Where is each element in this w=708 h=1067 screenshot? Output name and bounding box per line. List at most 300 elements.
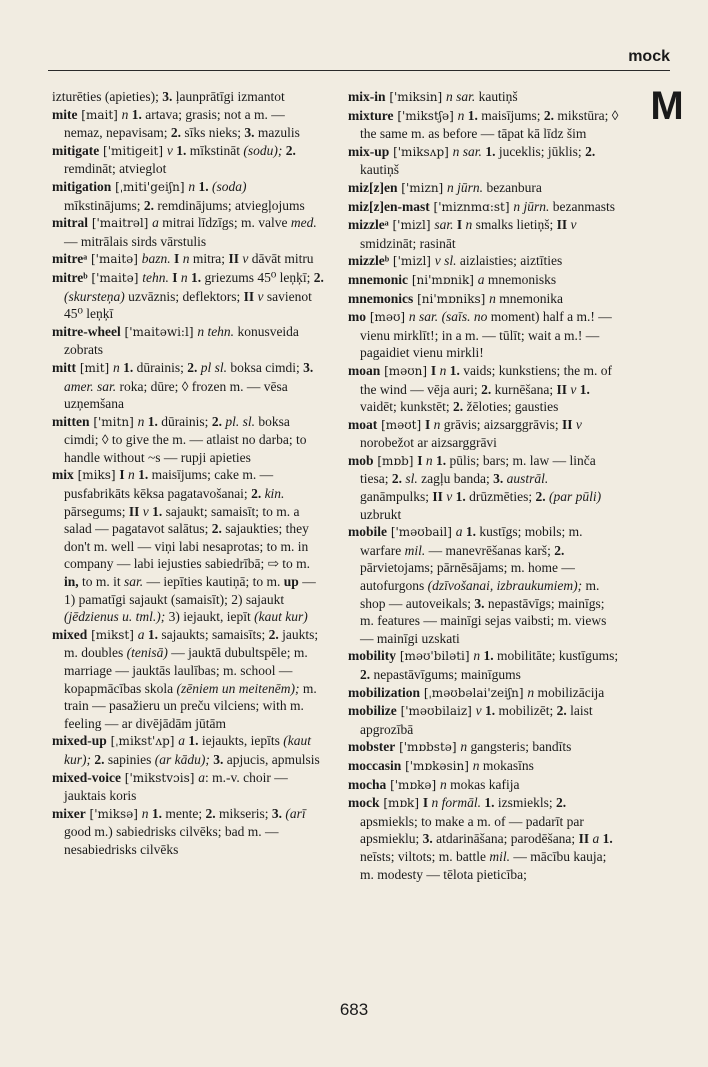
entry-text: up <box>283 574 299 590</box>
pronunciation: [ni'mɒniks] <box>413 291 490 306</box>
entry-text: mīkstinājums; <box>64 197 144 213</box>
headword: mite <box>52 106 78 122</box>
entry-text: I <box>456 217 463 233</box>
entry-text: — jauktā dubultspēle; m. marriage — jauktās laulības; m. school — kopapmācības skola <box>64 645 308 696</box>
pronunciation: ['mɒbstə] <box>395 740 461 755</box>
entry-text: kustīgs; mobils; m. warfare <box>360 524 583 558</box>
dictionary-entry <box>348 702 620 738</box>
entry-text: 1. <box>484 795 495 811</box>
headword: mitigate <box>52 142 100 158</box>
pronunciation: ['mizn] <box>397 180 448 195</box>
entry-text: 2. <box>187 359 198 375</box>
entry-text: n sar. <box>408 309 439 325</box>
entry-text: 1. <box>602 831 613 847</box>
entry-text: a <box>198 769 205 785</box>
entry-text: 2. <box>285 142 296 158</box>
entry-text: n <box>121 106 129 122</box>
entry-text: moment) half a m.! — vienu mirklīt!; in a m. — tūlīt; wait a m.! — pagaidiet vienu mirkli! <box>360 309 612 361</box>
entry-text: kin. <box>264 486 285 502</box>
pronunciation: ['mitn] <box>89 414 138 429</box>
headword: mock <box>348 795 380 811</box>
entry-text: austrāl. <box>506 471 549 487</box>
entry-text: 3. <box>422 831 433 847</box>
entry-text: n <box>439 776 447 792</box>
entry-text: 3. <box>244 125 255 141</box>
entry-text: n <box>489 290 496 306</box>
dictionary-entry <box>52 732 324 768</box>
entry-text: 2. <box>360 667 371 682</box>
pronunciation: ['mɒkəsin] <box>401 758 473 773</box>
entry-text: nepastāvīgums; mainīgums <box>370 667 521 682</box>
entry-text: maisījums; cake m. — pusfabrikāts kēksa pagatavošanai; <box>64 467 274 502</box>
headword: mizzleᵃ <box>348 217 389 233</box>
pronunciation: ['məʊbilaiz] <box>396 704 476 719</box>
headword: mnemonic <box>348 271 408 287</box>
entry-text: n <box>425 452 433 468</box>
entry-text: (arī <box>285 805 306 821</box>
headword: mitral <box>52 215 88 231</box>
entry-text: kautiņš <box>360 162 399 178</box>
entry-text: mnemonisks <box>484 271 557 287</box>
entry-text: to m. it <box>78 574 125 590</box>
entry-text: bazn. <box>141 251 171 267</box>
pronunciation: ['maitə] <box>87 270 143 285</box>
pronunciation: [ˌmikst'ʌp] <box>106 734 179 749</box>
entry-text: II <box>561 416 573 432</box>
entry-text: 1. <box>485 143 496 159</box>
entry-text: (soda) <box>211 178 247 194</box>
headword: mitten <box>52 413 90 429</box>
dictionary-entry <box>52 805 324 859</box>
entry-text: 1. <box>198 178 209 194</box>
entry-text: pārsegums; <box>64 503 129 519</box>
entry-text: žēloties; gausties <box>463 399 559 415</box>
dictionary-entry <box>52 88 324 106</box>
entry-text: med. <box>290 215 317 231</box>
entry-text: a <box>137 626 145 642</box>
entry-text: iejaukts, iepīts <box>198 733 284 749</box>
entry-text: sajaukties; they don't m. well — viņi labi nesaprotas; to m. in company — labi iejusties sabiedrībā; ⇨ to m. <box>64 521 311 572</box>
headword: mo <box>348 309 366 325</box>
headword: mizzleᵇ <box>348 253 390 269</box>
dictionary-entry <box>52 269 324 323</box>
entry-text: — iepīties kautiņā; to m. <box>143 574 284 590</box>
pronunciation: ['mitigeit] <box>99 143 167 158</box>
dictionary-entry <box>348 252 620 271</box>
entry-text: n <box>527 684 535 700</box>
headword: mob <box>348 452 374 468</box>
entry-text: laist apgrozībā <box>360 703 593 737</box>
entry-text: (sodu); <box>243 142 283 158</box>
entry-text: 2. <box>391 471 402 487</box>
entry-text: II <box>128 503 140 519</box>
entry-text: smidzināt; rasināt <box>360 235 456 251</box>
entry-text: savienot 45⁰ leņķī <box>64 288 312 322</box>
entry-text: 2. <box>94 751 105 767</box>
dictionary-entry <box>52 413 324 467</box>
entry-text: (dzīvošanai, izbraukumiem); <box>427 578 583 594</box>
entry-text: I <box>422 795 429 811</box>
headword: mitt <box>52 359 76 375</box>
entry-text: II <box>578 831 590 847</box>
entry-text: 1. <box>455 489 466 505</box>
entry-text: 2. <box>313 269 324 285</box>
dictionary-entry <box>52 214 324 250</box>
entry-text: sl. <box>405 471 418 487</box>
entry-text: mitra; <box>189 251 229 267</box>
entry-text: (zēniem un meitenēm); <box>176 680 300 696</box>
entry-text: zagļu banda; <box>417 471 494 487</box>
entry-text: juceklis; jūklis; <box>495 143 586 159</box>
entry-text: I <box>417 452 423 468</box>
dictionary-entry <box>348 362 620 416</box>
pronunciation: [ˌməʊbəlai'zeiʃn] <box>420 685 528 700</box>
dictionary-entry <box>348 179 620 198</box>
entry-text: II <box>243 288 255 304</box>
entry-text: — 1) pamatīgi sajaukt (samaisīt); 2) sajaukt <box>64 574 316 607</box>
running-head: mock <box>628 48 670 65</box>
headword: mnemonics <box>348 290 414 306</box>
dictionary-entry <box>52 466 324 625</box>
dictionary-entry <box>348 198 620 217</box>
pronunciation: ['mikstʃə] <box>393 108 458 123</box>
entry-text: dāvāt mitru <box>248 251 314 267</box>
headword: moan <box>348 362 381 378</box>
headword: mix <box>52 467 74 483</box>
entry-text: 1. <box>131 106 142 122</box>
entry-text: n <box>182 251 190 267</box>
dictionary-entry <box>348 647 620 683</box>
entry-text: I <box>425 416 431 432</box>
entry-text: n tehn. <box>197 323 235 339</box>
entry-text: 1. <box>190 269 202 285</box>
dictionary-entry <box>348 523 620 647</box>
entry-text: n <box>473 648 481 664</box>
entry-text: izturēties (apieties); <box>52 89 163 104</box>
entry-text: boksa cimdi; ◊ to give the m. — atlaist no darba; to handle without ~s — rupji apieties <box>64 413 307 465</box>
entry-text: : m.-v. choir — jauktais koris <box>64 769 288 804</box>
entry-text: n <box>188 178 196 194</box>
headword: mixed-up <box>52 733 107 749</box>
entry-text: m. train — pasažieru un preču vilciens; with m. feeling — ar divējādām jūtām <box>64 680 317 731</box>
entry-text: grāvis; aizsarggrāvis; <box>440 416 562 432</box>
entry-text: 2. <box>585 143 596 159</box>
entry-text: II <box>228 251 239 267</box>
dictionary-entry <box>348 88 620 107</box>
entry-text: 2. <box>535 489 546 505</box>
entry-text: 1. <box>151 805 163 821</box>
entry-text: v <box>142 503 149 519</box>
dictionary-entry <box>348 143 620 179</box>
entry-text: gangsteris; bandīts <box>467 739 572 755</box>
dictionary-entry <box>52 250 324 269</box>
entry-text: pl sl. <box>200 359 228 375</box>
dictionary-entry <box>348 738 620 757</box>
headword: mix-in <box>348 89 386 104</box>
pronunciation: ['miksə] <box>85 806 142 821</box>
entry-text: — mitrālais sirds vārstulis <box>64 233 207 249</box>
entry-text: II <box>556 217 568 233</box>
entry-text: pārvietojams; pārnēsājams; m. home — autofurgons <box>360 560 575 594</box>
dictionary-entry <box>348 271 620 290</box>
entry-text: mil. <box>489 848 511 864</box>
entry-text: (ar kādu); <box>154 751 210 767</box>
entry-text: norobežot ar aizsarggrāvi <box>360 435 497 451</box>
dictionary-entry <box>348 776 620 795</box>
pronunciation: [miks] <box>73 468 120 483</box>
entry-text: 2. <box>556 703 567 719</box>
headword: mobster <box>348 739 396 755</box>
entry-text: a <box>178 733 186 749</box>
entry-text: (kaut kur) <box>254 609 308 625</box>
entry-text: (jēdzienus u. tml.); <box>64 609 166 625</box>
entry-text: 3. <box>271 805 283 821</box>
dictionary-entry <box>348 684 620 703</box>
entry-text: 3. <box>213 751 224 767</box>
entry-text: pūlis; bars; m. law — linča tiesa; <box>360 452 596 487</box>
entry-text: v <box>475 703 482 719</box>
pronunciation: [mikst] <box>87 627 138 642</box>
entry-text: mente; <box>162 805 206 821</box>
header-rule <box>48 70 670 71</box>
entry-text: a <box>152 215 159 231</box>
entry-text: mil. <box>404 542 426 558</box>
entry-text: 3. <box>303 359 314 375</box>
entry-text: dūrainis; <box>133 359 188 375</box>
entry-text: mobilizēt; <box>495 703 557 719</box>
headword: mobile <box>348 524 387 540</box>
dictionary-entry <box>52 359 324 413</box>
pronunciation: ['mɒkə] <box>386 777 440 792</box>
headword: moat <box>348 416 378 432</box>
entry-text: 1. <box>138 467 149 483</box>
entry-text: 2. <box>543 107 555 123</box>
entry-text: vaids; kunkstiens; the m. of the wind — vēja auri; <box>360 362 613 397</box>
entry-text: n <box>128 467 135 483</box>
entry-text: n sar. <box>446 89 476 104</box>
entry-text: 2. <box>554 542 565 558</box>
pronunciation: [məʊ] <box>366 310 409 325</box>
entry-text: 1. <box>152 503 163 519</box>
entry-text: 1. <box>147 413 158 429</box>
page-number: 683 <box>339 1000 369 1019</box>
pronunciation: ['miznmɑ:st] <box>429 199 514 214</box>
entry-text: apjucis, apmulsis <box>223 751 320 767</box>
entry-text: 1. <box>449 362 460 378</box>
right-column <box>348 88 620 883</box>
headword: mitreᵇ <box>52 269 88 285</box>
entry-text: sar. <box>124 574 144 590</box>
dictionary-entry <box>348 107 620 143</box>
headword: mixer <box>52 805 86 821</box>
entry-text: (saīs. no <box>441 309 488 325</box>
entry-text: sapinies <box>104 751 155 767</box>
headword: mixed <box>52 626 88 642</box>
entry-text: II <box>432 489 443 505</box>
entry-text: 1. <box>436 452 447 468</box>
entry-text: 2. <box>211 413 222 429</box>
entry-text: 1. <box>483 648 494 664</box>
headword: mixture <box>348 107 394 123</box>
entry-text: mobilitāte; kustīgums; <box>493 648 619 664</box>
entry-text: 2. <box>170 125 181 141</box>
entry-text: n <box>113 359 120 375</box>
dictionary-entry <box>348 757 620 776</box>
entry-text: artava; grasis; not a m. — nemaz, nepavisam; <box>64 106 285 141</box>
headword: mocha <box>348 776 387 792</box>
entry-text: a <box>477 271 485 287</box>
entry-text: drūzmēties; <box>465 489 536 505</box>
letter-tab: M <box>650 84 684 128</box>
entry-text: mikseris; <box>215 805 272 821</box>
entry-text: vaidēt; kunkstēt; <box>360 399 453 415</box>
entry-text: a <box>592 831 600 847</box>
headword: mixed-voice <box>52 769 121 785</box>
entry-text: uzvāznis; deflektors; <box>124 288 244 304</box>
entry-text: uzbrukt <box>360 506 402 522</box>
entry-text: jaukts; m. doubles <box>64 626 319 661</box>
entry-text: 3. <box>493 471 504 487</box>
entry-text: mokasīns <box>479 757 534 773</box>
entry-text: roka; dūre; ◊ frozen m. — vēsa uzņemšana <box>64 378 288 412</box>
entry-text: v <box>166 142 173 158</box>
dictionary-entry <box>52 323 324 359</box>
entry-text: 3. <box>162 89 173 104</box>
entry-text: (par pūli) <box>549 489 602 505</box>
entry-text: 3) iejaukt, iepīt <box>165 609 255 625</box>
entry-text: 2. <box>211 521 222 537</box>
pronunciation: ['maitəwi:l] <box>120 324 198 339</box>
entry-text: a <box>455 524 463 540</box>
dictionary-entry <box>52 106 324 142</box>
entry-text: 2. <box>481 381 492 397</box>
pronunciation: ['miksin] <box>385 90 447 104</box>
entry-text: (skursteņa) <box>64 288 125 304</box>
entry-text: n formāl. <box>431 795 481 811</box>
entry-text: I <box>174 251 180 267</box>
entry-text: mitrai līdzīgs; m. valve <box>158 215 291 231</box>
entry-text: 3. <box>474 595 485 611</box>
entry-text: 2. <box>555 795 567 811</box>
dictionary-entry <box>348 794 620 883</box>
entry-text: v <box>257 288 264 304</box>
dictionary-entry <box>348 216 620 252</box>
entry-text: in, <box>64 574 79 590</box>
dictionary-entry <box>348 452 620 523</box>
pronunciation: [ˌmiti'geiʃn] <box>111 179 189 194</box>
entry-text: mazulis <box>254 125 300 141</box>
headword: mobilize <box>348 703 397 719</box>
entry-text: n <box>460 739 468 755</box>
entry-text: n <box>141 805 149 821</box>
entry-text: v sl. <box>434 253 457 269</box>
entry-text: smalks lietiņš; <box>472 217 557 233</box>
entry-text: m. shop — autoveikals; <box>360 578 600 611</box>
headword: mitreᵃ <box>52 251 88 267</box>
entry-text: n sar. <box>452 143 482 159</box>
pronunciation: [məʊ'biləti] <box>396 649 474 664</box>
entry-text: pl. sl. <box>225 413 255 429</box>
entry-text: n <box>137 413 145 429</box>
pronunciation: [mɒk] <box>379 796 423 811</box>
entry-text: griezums 45⁰ leņķī; <box>201 269 314 285</box>
entry-text: 2. <box>143 197 155 213</box>
entry-text: n <box>472 757 480 773</box>
headword: mobilization <box>348 684 421 700</box>
headword: mobility <box>348 648 397 664</box>
dictionary-entry <box>348 290 620 309</box>
entry-text: n <box>180 269 188 285</box>
headword: miz[z]en-mast <box>348 198 430 214</box>
entry-text: ganāmpulks; <box>360 489 433 505</box>
entry-text: sīks nieks; <box>180 125 245 141</box>
entry-text: 1. <box>579 381 590 397</box>
entry-text: v <box>575 416 582 432</box>
dictionary-entry <box>52 626 324 733</box>
entry-text: — manevrēšanas karš; <box>425 542 555 558</box>
entry-text: amer. sar. <box>64 378 117 394</box>
entry-text: good m.) sabiedrisks cilvēks; bad m. — nesabiedrisks cilvēks <box>64 824 279 857</box>
entry-text: nepastāvīgs; mainīgs; m. features — mainīgi sejas vaibsti; m. views — mainīgi uzskati <box>360 595 607 646</box>
dictionary-entry <box>52 142 324 178</box>
pronunciation: [mit] <box>76 360 114 375</box>
pronunciation: [mait] <box>77 107 122 122</box>
pronunciation: [məʊn] <box>380 363 431 378</box>
entry-text: v <box>242 251 249 267</box>
pronunciation: ['maitə] <box>87 252 142 267</box>
pronunciation: ['mizl] <box>388 218 435 233</box>
left-column <box>52 88 324 859</box>
headword: mix-up <box>348 143 390 159</box>
pronunciation: ['maitrəl] <box>88 216 153 231</box>
entry-text: remdinājums; atviegļojums <box>154 197 305 213</box>
entry-text: n <box>433 416 441 432</box>
entry-text: atdarināšana; parodēšana; <box>432 831 579 847</box>
entry-text: konusveida zobrats <box>64 323 299 358</box>
entry-text: 1. <box>176 142 187 158</box>
entry-text: mikstūra; ◊ the same m. as before — tāpat kā līdz šim <box>360 107 619 142</box>
entry-text: bezanmasts <box>549 198 615 214</box>
pronunciation: [ni'mɒnik] <box>408 272 478 287</box>
entry-text: 2. <box>268 626 279 642</box>
pronunciation: [məʊt] <box>377 417 425 432</box>
entry-text: tehn. <box>142 269 169 285</box>
entry-text: v <box>570 381 577 397</box>
entry-text: remdināt; atvieglot <box>64 161 167 177</box>
entry-text: kautiņš <box>475 89 518 104</box>
headword: moccasin <box>348 757 402 773</box>
entry-text: izsmiekls; <box>494 795 556 811</box>
entry-text: apsmiekls; to make a m. of — padarīt par apsmieklu; <box>360 813 584 847</box>
entry-text: 1. <box>465 524 476 540</box>
entry-text: mnemonika <box>495 290 564 306</box>
entry-text: sajaukt; samaisīt; to m. a salad — pagatavot salātus; <box>64 503 300 537</box>
entry-text: sar. <box>434 217 454 233</box>
entry-text: (tenisā) <box>126 645 168 661</box>
entry-text: 2. <box>452 399 464 415</box>
entry-text: 1. <box>147 626 158 642</box>
entry-text: — mācību kauja; m. modesty — tēlota pieticība; <box>360 848 607 882</box>
entry-text: n <box>465 217 473 233</box>
entry-text: neīsts; viltots; m. battle <box>360 848 490 864</box>
entry-text: n <box>439 362 447 378</box>
entry-text: sajaukts; samaisīts; <box>157 626 269 642</box>
pronunciation: [mɒb] <box>373 453 418 468</box>
entry-text: aizlaisties; aiztīties <box>456 253 563 269</box>
entry-text: v <box>570 217 577 233</box>
entry-text: boksa cimdi; <box>227 359 304 375</box>
entry-text: dūrainis; <box>157 413 212 429</box>
